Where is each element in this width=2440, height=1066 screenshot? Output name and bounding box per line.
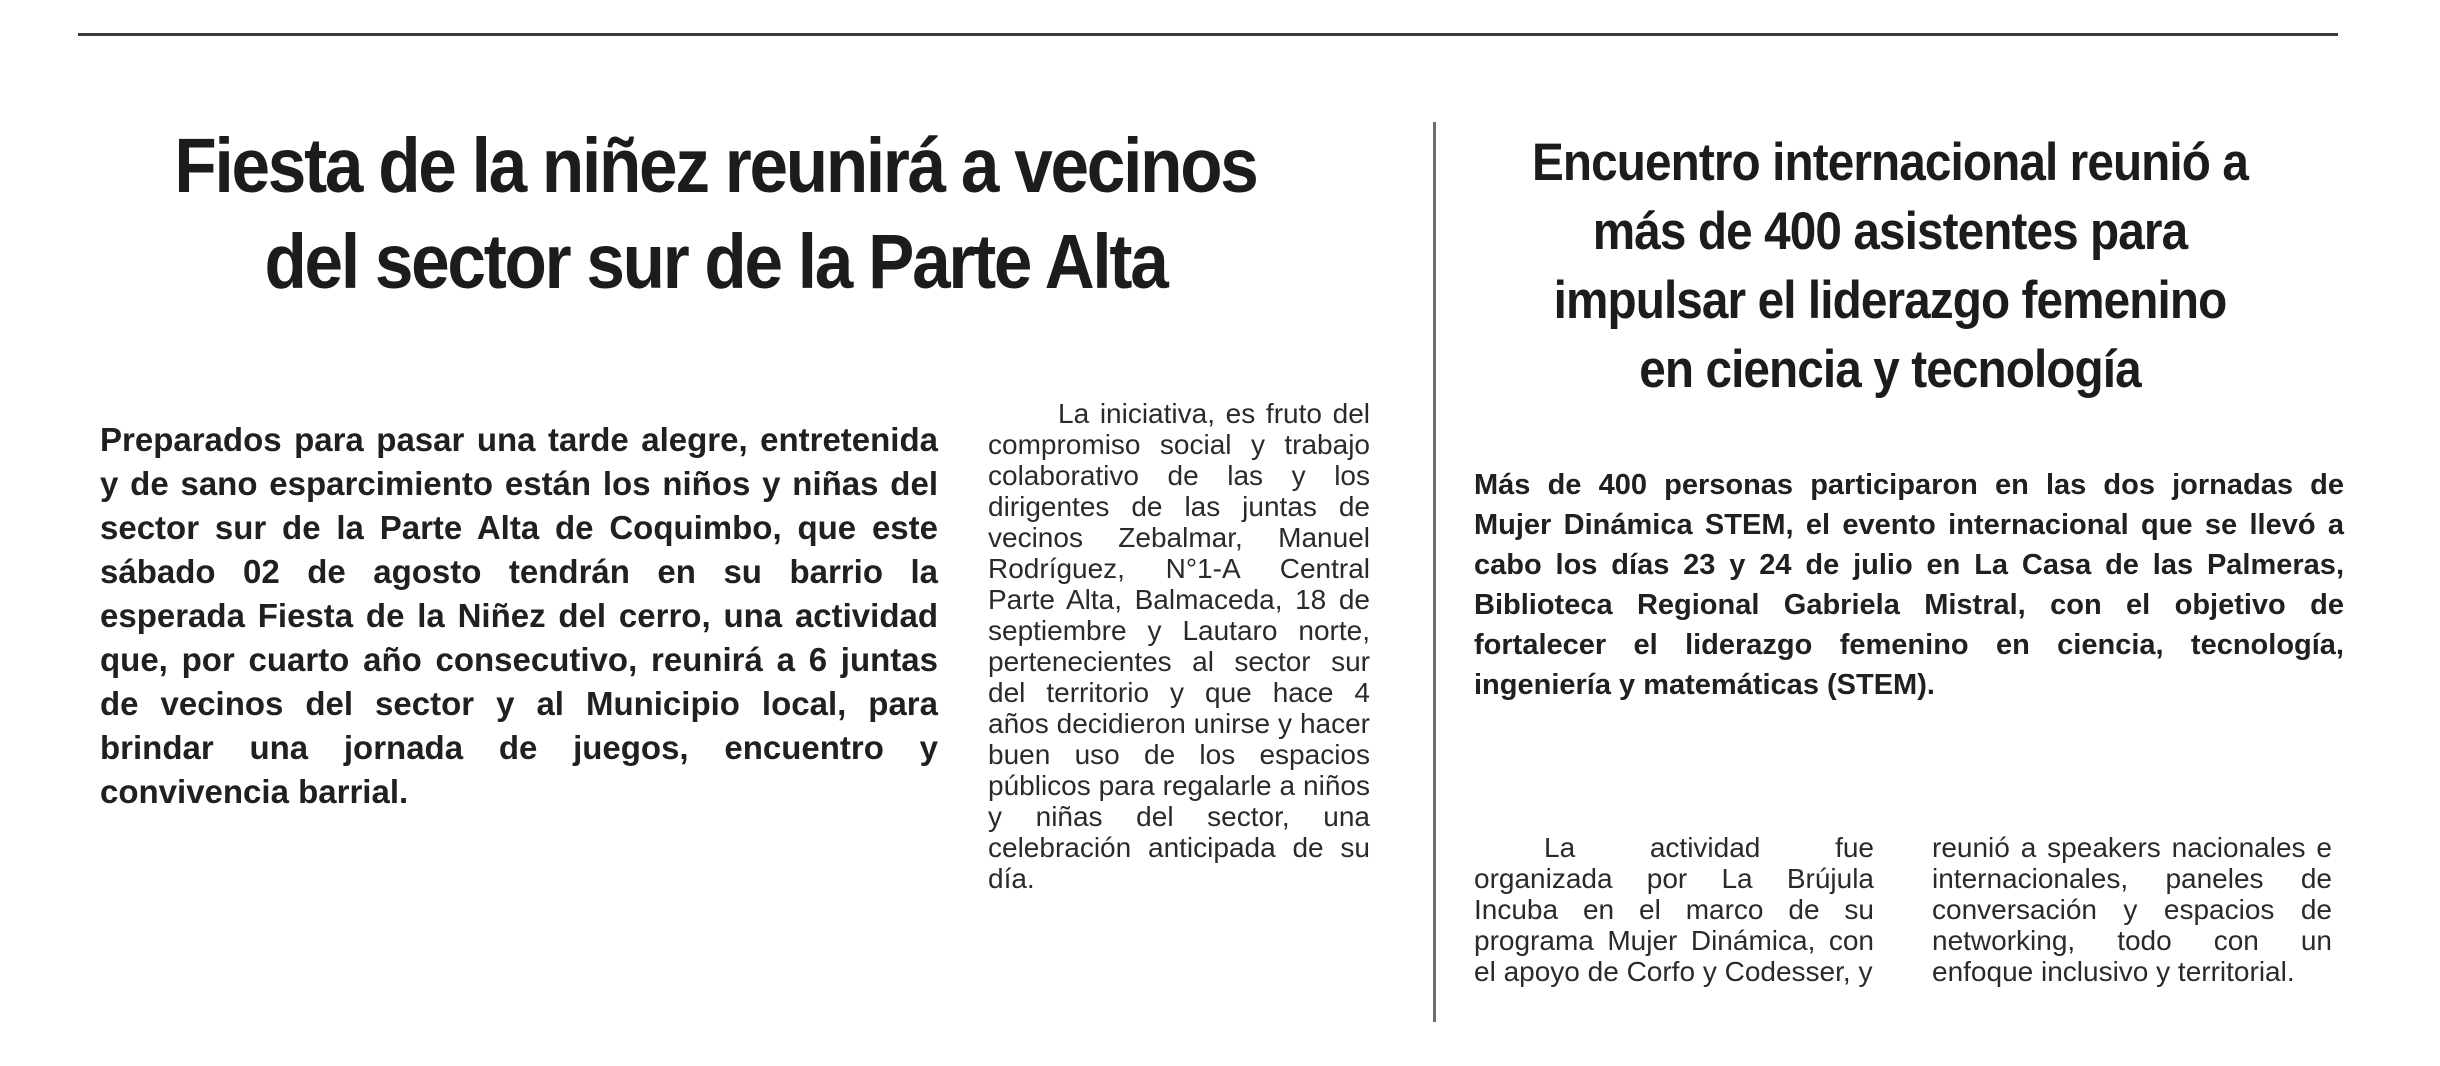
right-headline: Encuentro internacional reunió a más de 400 asistentes para impulsar el liderazgo femenino en ciencia y tecnología bbox=[1532, 133, 2248, 399]
left-body-column bbox=[988, 398, 1370, 894]
right-lead-paragraph: Más de 400 personas participaron en las dos jornadas de Mujer Dinámica STEM, el evento internacional que se llevó a cabo los días 23 y 24 de julio en La Casa de las Palmeras, Biblioteca Regional Gabriela Mistral, con el objetivo de fortalecer el liderazgo femenino en ciencia, tecnología, ingeniería y matemáticas (STEM). bbox=[1474, 469, 2344, 701]
right-body-column-2 bbox=[1932, 832, 2332, 987]
left-lead-paragraph: Preparados para pasar una tarde alegre, entretenida y de sano esparcimiento están los niños y niñas del sector sur de la Parte Alta de Coquimbo, que este sábado 02 de agosto tendrán en su barrio la esperada Fiesta de la Niñez del cerro, una actividad que, por cuarto año consecutivo, reunirá a 6 juntas de vecinos del sector y al Municipio local, para brindar una jornada de juegos, encuentro y convivencia barrial. bbox=[100, 421, 938, 810]
left-body-paragraph: La iniciativa, es fruto del compromiso social y trabajo colaborativo de las y los dirigentes de las juntas de vecinos Zebalmar, Manuel Rodríguez, N°1-A Central Parte Alta, Balmaceda, 18 de septiembre y Lautaro norte, pertenecientes al sector sur del territorio y que hace 4 años decidieron unirse y hacer buen uso de los espacios públicos para regalarle a niños y niñas del sector, una celebración anticipada de su día. bbox=[988, 398, 1370, 894]
left-headline: Fiesta de la niñez reunirá a vecinos del sector sur de la Parte Alta bbox=[174, 123, 1257, 305]
column-divider bbox=[1433, 122, 1436, 1022]
right-body-paragraph-1: La actividad fue organizada por La Brújula Incuba en el marco de su programa Mujer Dinámica, con el apoyo de Corfo y Codesser, y bbox=[1474, 832, 1874, 987]
top-rule bbox=[78, 33, 2338, 36]
right-body-paragraph-2: reunió a speakers nacionales e internacionales, paneles de conversación y espacios de networking, todo con un enfoque inclusivo y territorial. bbox=[1932, 832, 2332, 987]
right-body-column-1 bbox=[1474, 832, 1874, 987]
